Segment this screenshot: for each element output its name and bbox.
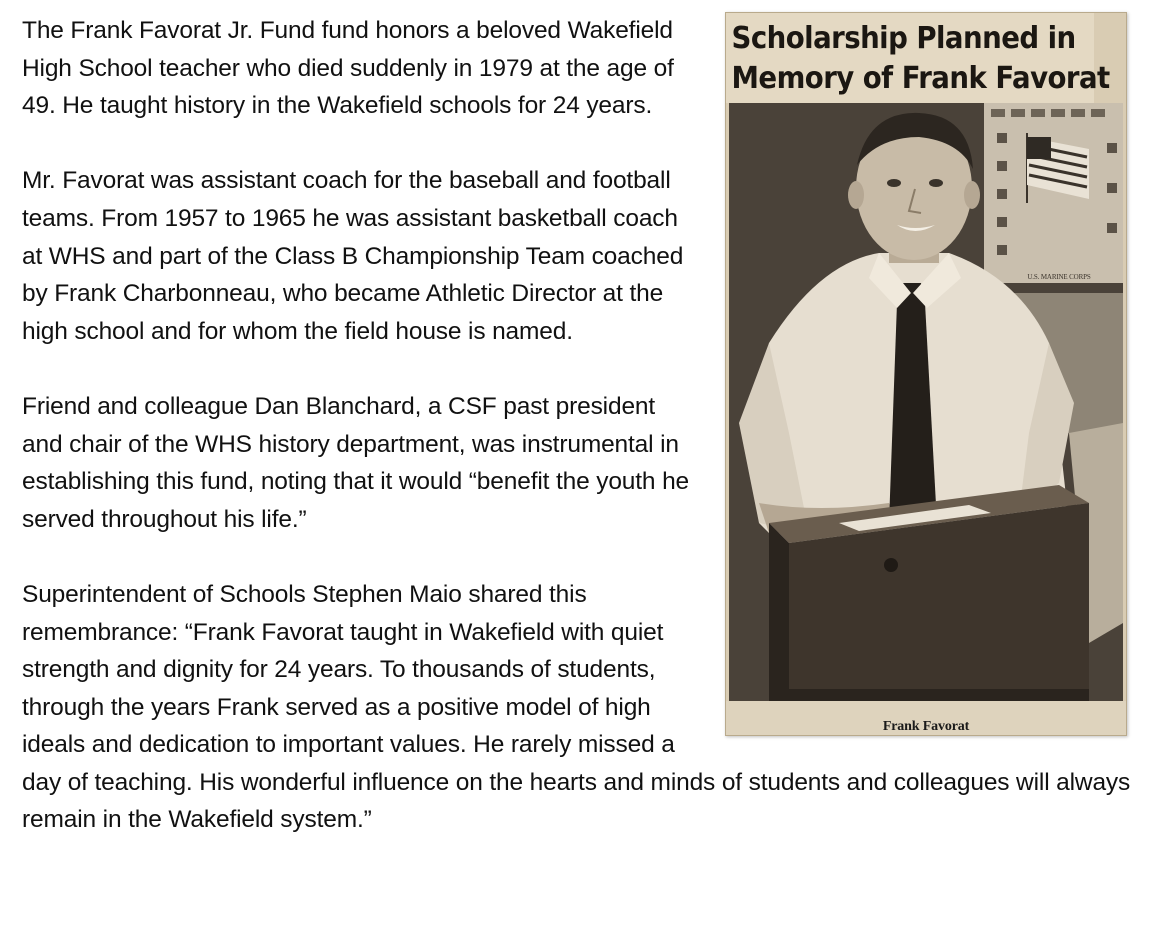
- poster-text: U.S. MARINE CORPS: [1027, 273, 1091, 281]
- paragraph-fund-intro: The Frank Favorat Jr. Fund fund honors a beloved Wakefield High School teacher who died suddenly in 1979 at the age of 49. He taught history in the Wakefield schools for 24 years.: [22, 17, 674, 120]
- paragraph-maio-quote: Superintendent of Schools Stephen Maio shared this remembrance: “Frank Favorat taught in Wakefield with quiet strength and dignity for 24 years. To thousands of students, through the years Frank served as a positive model of high ideals and dedication to important values. He rarely missed a day of teaching. His wonderful influence on the hearts and minds of students and colleagues will always remain in the Wakefield system.”: [22, 580, 1131, 834]
- headline-line-1: Scholarship Planned in: [731, 21, 1076, 56]
- headline-line-2: Memory of Frank Favorat: [731, 61, 1110, 96]
- paragraph-coaching: Mr. Favorat was assistant coach for the baseball and football teams. From 1957 to 1965 he was assistant basketball coach at WHS and part of the Class B Championship Team coached by Frank Charbonneau, who became Athletic Director at the high school and for whom the field house is named.: [22, 167, 684, 345]
- teacher-photo: [729, 103, 1123, 701]
- newspaper-clipping: [725, 12, 1127, 736]
- photo-caption: Frank Favorat: [882, 719, 970, 734]
- article-body: [22, 12, 1132, 839]
- clipping-float: [720, 12, 1132, 734]
- portrait-illustration: [729, 103, 1123, 701]
- paragraph-blanchard: Friend and colleague Dan Blanchard, a CSF past president and chair of the WHS history department, was instrumental in establishing this fund, noting that it would “benefit the youth he served throughout his life.”: [22, 392, 690, 533]
- clipping-headline: [726, 13, 1110, 103]
